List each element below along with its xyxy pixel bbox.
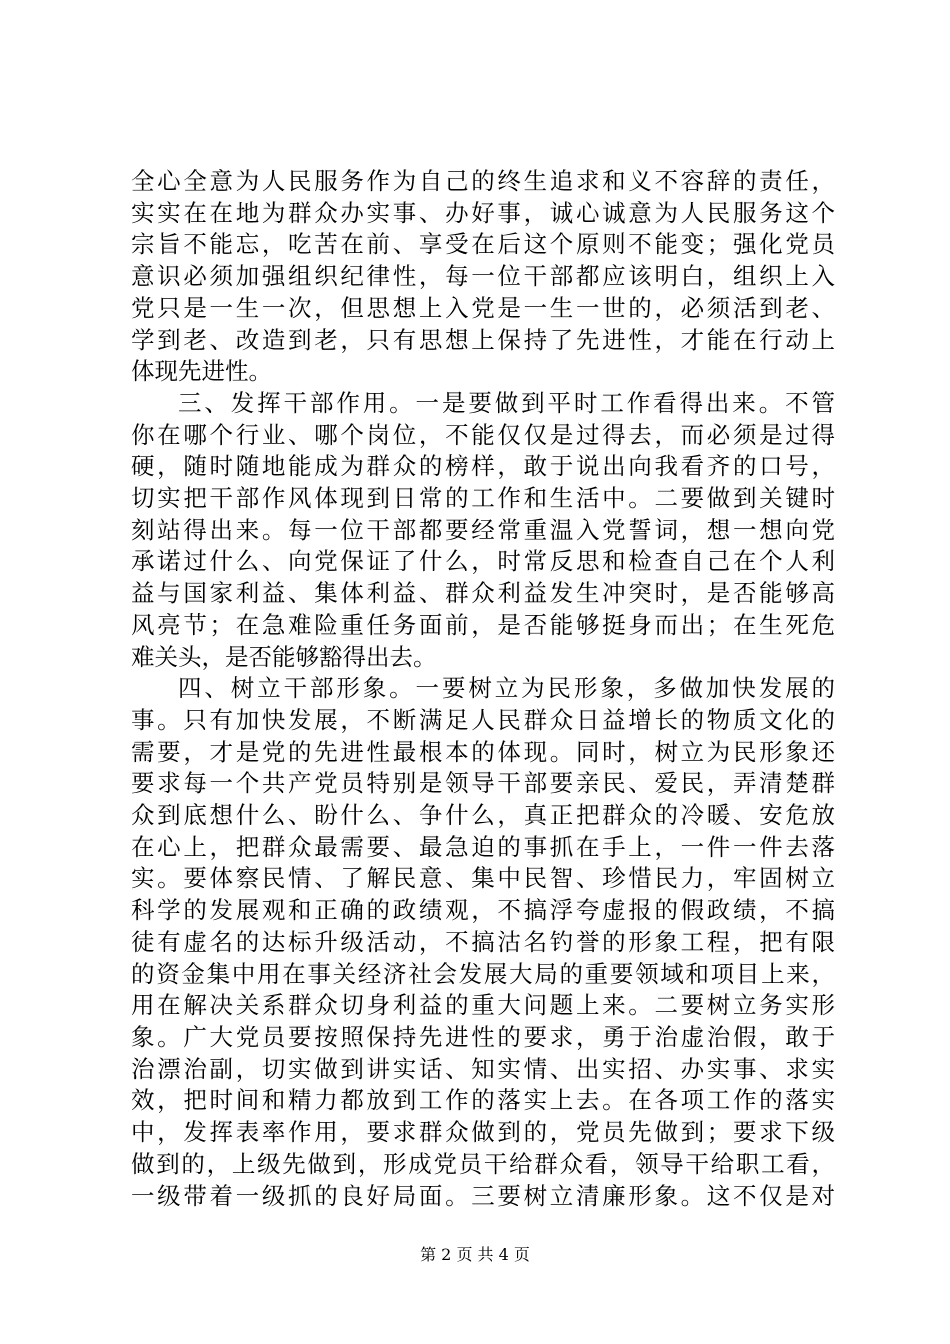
text-line: 全心全意为人民服务作为自己的终生追求和义不容辞的责任， [131, 167, 835, 195]
text-line: 一级带着一级抓的良好局面。三要树立清廉形象。这不仅是对 [131, 1181, 835, 1210]
text-line: 徒有虚名的达标升级活动，不搞沽名钓誉的形象工程，把有限 [131, 927, 835, 956]
text-line: 实实在在地为群众办实事、办好事，诚心诚意为人民服务这个 [131, 198, 835, 227]
text-line: 科学的发展观和正确的政绩观，不搞浮夸虚报的假政绩，不搞 [131, 896, 835, 925]
text-line: 切实把干部作风体现到日常的工作和生活中。二要做到关键时 [131, 484, 835, 513]
text-line: 四、树立干部形象。一要树立为民形象，多做加快发展的 [178, 674, 835, 703]
text-line: 风亮节；在急难险重任务面前，是否能够挺身而出；在生死危 [131, 610, 835, 639]
text-line: 三、发挥干部作用。一是要做到平时工作看得出来。不管 [178, 388, 835, 417]
text-line: 意识必须加强组织纪律性，每一位干部都应该明白，组织上入 [131, 262, 835, 291]
text-line: 承诺过什么、向党保证了什么，时常反思和检查自己在个人利 [131, 547, 835, 576]
text-line: 学到老、改造到老，只有思想上保持了先进性，才能在行动上 [131, 325, 835, 354]
text-line: 难关头，是否能够豁得出去。 [131, 642, 437, 671]
text-line: 用在解决关系群众切身利益的重大问题上来。二要树立务实形 [131, 991, 835, 1020]
text-line: 硬，随时随地能成为群众的榜样，敢于说出向我看齐的口号， [131, 452, 835, 481]
page-footer: 第 2 页 共 4 页 [420, 1245, 530, 1264]
text-line: 众到底想什么、盼什么、争什么，真正把群众的冷暖、安危放 [131, 801, 835, 830]
text-line: 实。要体察民情、了解民意、集中民智、珍惜民力，牢固树立 [131, 864, 835, 893]
text-line: 要求每一个共产党员特别是领导干部要亲民、爱民，弄清楚群 [131, 769, 835, 798]
text-line: 在心上，把群众最需要、最急迫的事抓在手上，一件一件去落 [131, 832, 835, 861]
text-line: 体现先进性。 [131, 357, 272, 386]
document-body [131, 166, 835, 1212]
text-line: 党只是一生一次，但思想上入党是一生一世的，必须活到老、 [131, 293, 835, 322]
text-line: 的资金集中用在事关经济社会发展大局的重要领域和项目上来， [131, 959, 835, 988]
text-line: 刻站得出来。每一位干部都要经常重温入党誓词，想一想向党 [131, 515, 835, 544]
text-line: 象。广大党员要按照保持先进性的要求，勇于治虚治假，敢于 [131, 1022, 835, 1051]
text-line: 中，发挥表率作用，要求群众做到的，党员先做到；要求下级 [131, 1118, 835, 1147]
text-line: 需要，才是党的先进性最根本的体现。同时，树立为民形象还 [131, 737, 835, 766]
text-line: 益与国家利益、集体利益、群众利益发生冲突时，是否能够高 [131, 579, 835, 608]
text-line: 做到的，上级先做到，形成党员干给群众看，领导干给职工看， [131, 1149, 835, 1178]
text-line: 治漂治副，切实做到讲实话、知实情、出实招、办实事、求实 [131, 1054, 835, 1083]
text-line: 效，把时间和精力都放到工作的落实上去。在各项工作的落实 [131, 1086, 835, 1115]
text-line: 宗旨不能忘，吃苦在前、享受在后这个原则不能变；强化党员 [131, 230, 835, 259]
text-line: 你在哪个行业、哪个岗位，不能仅仅是过得去，而必须是过得 [131, 420, 835, 449]
text-line: 事。只有加快发展，不断满足人民群众日益增长的物质文化的 [131, 705, 835, 734]
